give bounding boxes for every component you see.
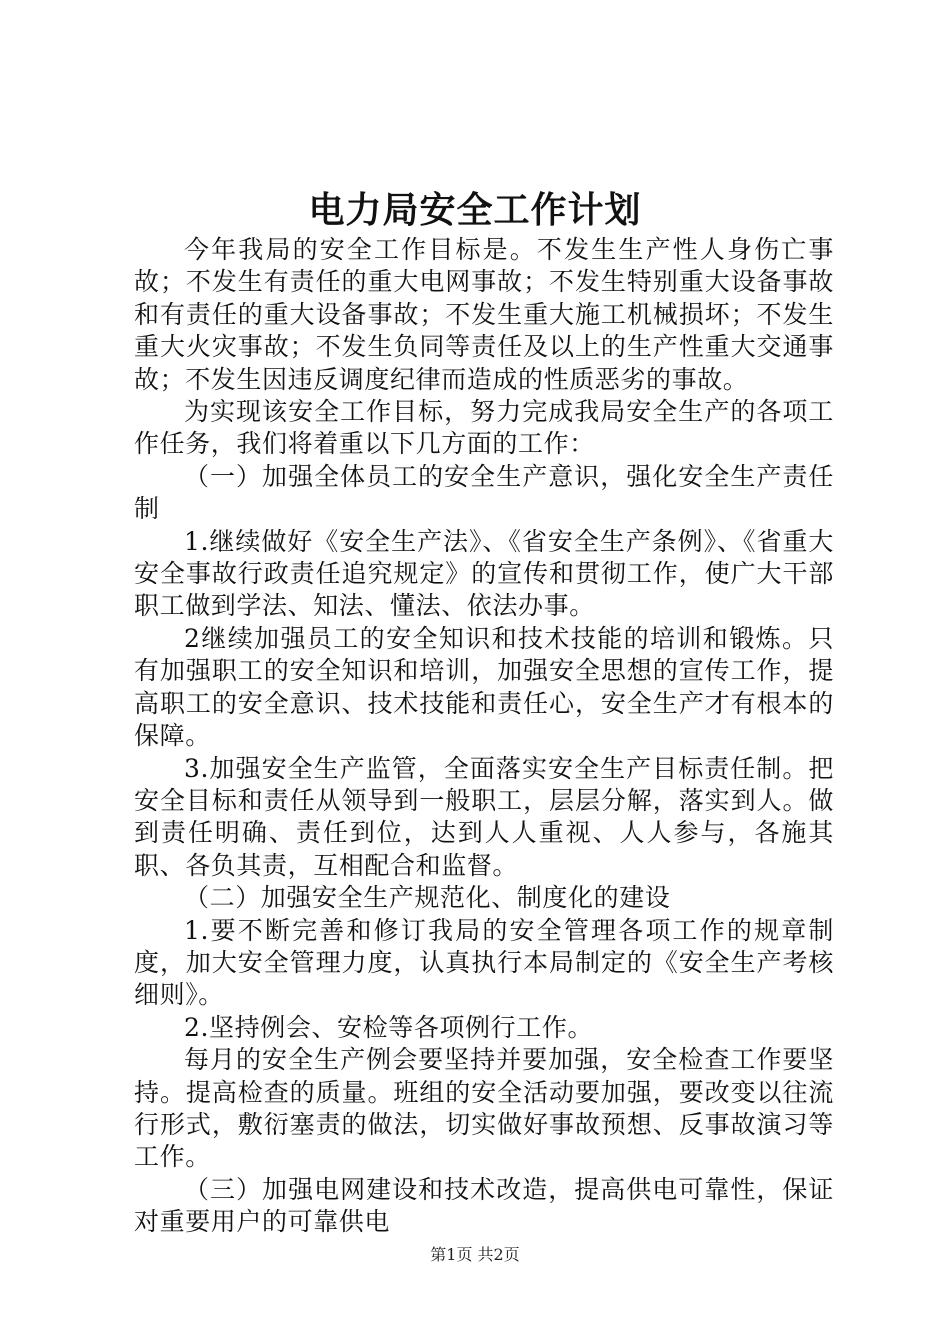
page-footer: 第1页 共2页	[430, 1245, 520, 1264]
section-heading-1: （一）加强全体员工的安全生产意识，强化安全生产责任制	[134, 461, 834, 524]
paragraph-intro-tasks: 为实现该安全工作目标，努力完成我局安全生产的各项工作任务，我们将着重以下几方面的工作：	[134, 397, 834, 459]
paragraph-monthly-meetings: 每月的安全生产例会要坚持并要加强，安全检查工作要坚持。提高检查的质量。班组的安全活动要加强，要改变以往流行形式，敷衍塞责的做法，切实做好事故预想、反事故演习等工作。	[134, 1045, 834, 1172]
list-item: 3.加强安全生产监管，全面落实安全生产目标责任制。把安全目标和责任从领导到一般职工，层层分解，落实到人。做到责任明确、责任到位，达到人人重视、人人参与，各施其职、各负其责，互相配合和监督。	[134, 753, 834, 880]
document-title: 电力局安全工作计划	[308, 189, 642, 231]
document-body	[134, 234, 834, 1239]
section-heading-2: （二）加强安全生产规范化、制度化的建设	[184, 883, 671, 913]
list-item: 2.坚持例会、安检等各项例行工作。	[184, 1012, 594, 1042]
list-item: 1.要不断完善和修订我局的安全管理各项工作的规章制度，加大安全管理力度，认真执行本局制定的《安全生产考核细则》。	[134, 915, 834, 1010]
list-item: 2继续加强员工的安全知识和技术技能的培训和锻炼。只有加强职工的安全知识和培训，加强安全思想的宣传工作，提高职工的安全意识、技术技能和责任心，安全生产才有根本的保障。	[134, 623, 834, 751]
list-item: 1.继续做好《安全生产法》、《省安全生产条例》、《省重大安全事故行政责任追究规定》的宣传和贯彻工作，使广大干部职工做到学法、知法、懂法、依法办事。	[134, 526, 834, 621]
section-heading-3: （三）加强电网建设和技术改造，提高供电可靠性，保证对重要用户的可靠供电	[134, 1174, 834, 1237]
paragraph-safety-goals: 今年我局的安全工作目标是。不发生生产性人身伤亡事故；不发生有责任的重大电网事故；不发生特别重大设备事故和有责任的重大设备事故；不发生重大施工机械损坏；不发生重大火灾事故；不发生负同等责任及以上的生产性重大交通事故；不发生因违反调度纪律而造成的性质恶劣的事故。	[134, 235, 834, 394]
